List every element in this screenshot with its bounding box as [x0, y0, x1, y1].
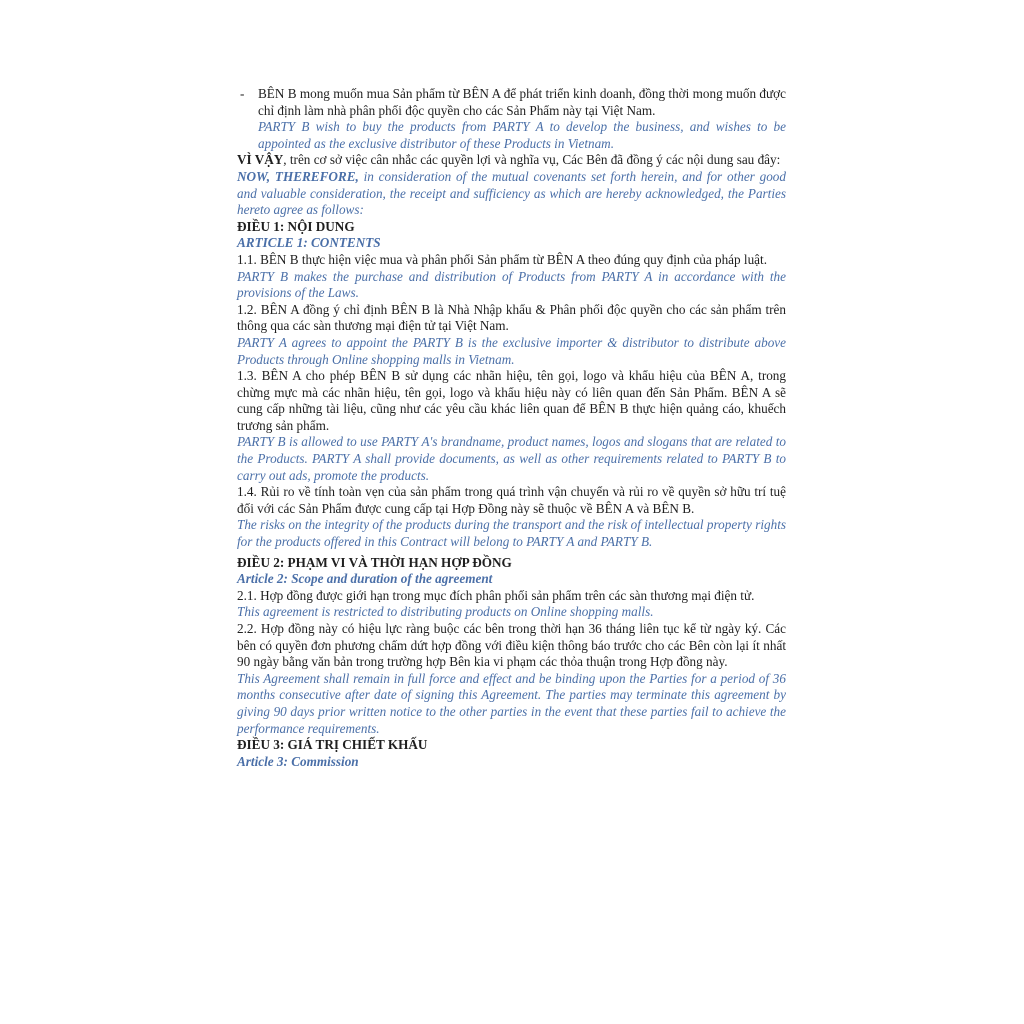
bullet-paragraph-en: PARTY B wish to buy the products from PARTY A to develop the business, and wishes to be appointed as the exclusive distributor of these Products in Vietnam. [258, 119, 786, 151]
preamble-vi [237, 152, 786, 169]
clause-1-4-en: The risks on the integrity of the products during the transport and the risk of intellectual property rights for the products offered in this Contract will belong to PARTY A and PARTY B. [237, 517, 786, 550]
clause-2-2-vi: 2.2. Hợp đồng này có hiệu lực ràng buộc các bên trong thời hạn 36 tháng liên tục kể từ ngày ký. Các bên có quyền đơn phương chấm dứt hợp đồng với điều kiện thông báo trước cho các Bên còn lại ít nhất 90 ngày bằng văn bản trong trường hợp Bên kia vi phạm các thỏa thuận trong Hợp đồng này. [237, 621, 786, 670]
article1-heading-vi: ĐIỀU 1: NỘI DUNG [237, 218, 355, 234]
article3-heading-vi: ĐIỀU 3: GIÁ TRỊ CHIẾT KHẤU [237, 737, 428, 753]
bullet-paragraph-vi [237, 86, 786, 119]
preamble-en [237, 169, 786, 219]
article1-heading-en: ARTICLE 1: CONTENTS [237, 235, 381, 251]
clause-2-1-en: This agreement is restricted to distributing products on Online shopping malls. [237, 604, 654, 620]
clause-1-4-vi: 1.4. Rủi ro về tính toàn vẹn của sản phẩm trong quá trình vận chuyển và rủi ro về quyền sở hữu trí tuệ đối với các Sản Phẩm được cung cấp tại Hợp Đồng này sẽ thuộc về BÊN A và BÊN B. [237, 484, 786, 516]
preamble-en-lead: NOW, THEREFORE, [237, 168, 359, 184]
article2-heading-en: Article 2: Scope and duration of the agreement [237, 571, 493, 587]
clause-1-1-vi: 1.1. BÊN B thực hiện việc mua và phân phối Sản phẩm từ BÊN A theo đúng quy định của pháp luật. [237, 251, 767, 267]
preamble-vi-rest: , trên cơ sở việc cân nhắc các quyền lợi và nghĩa vụ, Các Bên đã đồng ý các nội dung sau đây: [283, 152, 781, 168]
clause-1-2-en: PARTY A agrees to appoint the PARTY B is the exclusive importer & distributor to distribute above Products through Online shopping malls in Vietnam. [237, 334, 786, 367]
article2-heading-vi: ĐIỀU 2: PHẠM VI VÀ THỜI HẠN HỢP ĐỒNG [237, 554, 512, 570]
clause-1-1-en: PARTY B makes the purchase and distribution of Products from PARTY A in accordance with the provisions of the Laws. [237, 268, 786, 301]
clause-2-2-en: This Agreement shall remain in full force and effect and be binding upon the Parties for a period of 36 months consecutive after date of signing this Agreement. The parties may terminate this agreement by giving 90 days prior written notice to the other parties in the event that these parties fail to achieve the performance requirements. [237, 670, 786, 736]
preamble-en-rest: in consideration of the mutual covenants set forth herein, and for other good and valuable consideration, the receipt and sufficiency as which are hereby acknowledged, the Parties hereto agree as follows: [237, 168, 786, 218]
clause-1-3-vi: 1.3. BÊN A cho phép BÊN B sử dụng các nhãn hiệu, tên gọi, logo và khẩu hiệu của BÊN A, trong chừng mực mà các nhãn hiệu, tên gọi, logo và khẩu hiệu này có liên quan đến Sản Phẩm. BÊN A sẽ cung cấp những tài liệu, cũng như các yêu cầu khác liên quan để BÊN B thực hiện quảng cáo, khuếch trương sản phẩm. [237, 368, 786, 433]
clause-2-1-vi: 2.1. Hợp đồng được giới hạn trong mục đích phân phối sản phẩm trên các sàn thương mại điện tử. [237, 587, 755, 603]
bullet-text-vi: BÊN B mong muốn mua Sản phẩm từ BÊN A để phát triển kinh doanh, đồng thời mong muốn được chỉ định làm nhà phân phối độc quyền cho các Sản Phẩm này tại Việt Nam. [258, 86, 786, 118]
contract-page [237, 86, 786, 770]
clause-1-2-vi: 1.2. BÊN A đồng ý chỉ định BÊN B là Nhà Nhập khẩu & Phân phối độc quyền cho các sản phẩm trên thông qua các sàn thương mại điện tử tại Việt Nam. [237, 301, 786, 334]
clause-1-3-en: PARTY B is allowed to use PARTY A's brandname, product names, logos and slogans that are related to the Products. PARTY A shall provide documents, as well as other requirements related to PARTY B to carry out ads, promote the products. [237, 434, 786, 483]
article3-heading-en: Article 3: Commission [237, 753, 359, 769]
preamble-vi-lead: VÌ VẬY [237, 152, 284, 168]
bullet-dash: - [240, 86, 245, 101]
